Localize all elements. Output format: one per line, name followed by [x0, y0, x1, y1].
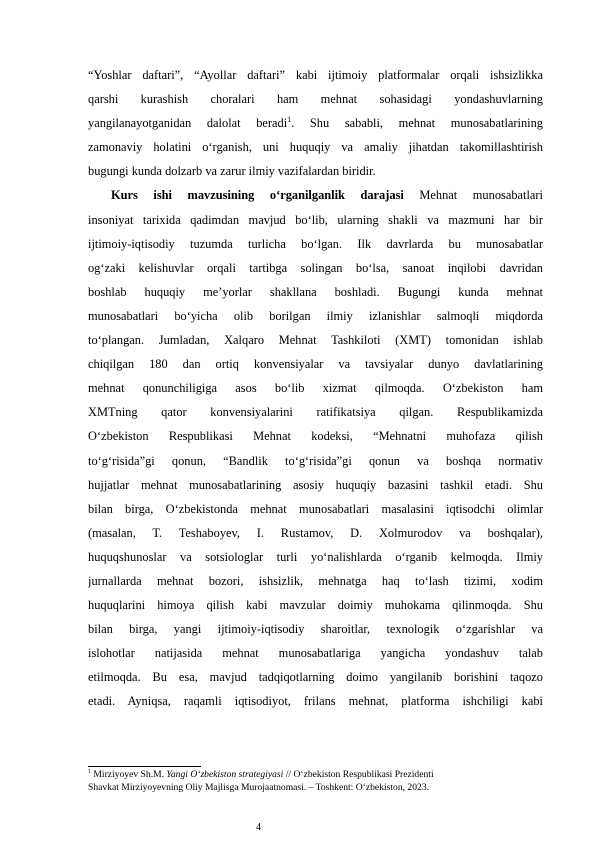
text-line: hujjatlar mehnat munosabatlarining asosiy huquqiy bazasini tashkil etadi. Shu	[88, 477, 543, 492]
text-line: etilmoqda. Bu esa, mavjud tadqiqotlarning doimo yangilanib borishini taqozo	[88, 670, 543, 685]
footnote-line: Shavkat Mirziyoyevning Oliy Majlisga Murojaatnomasi. – Toshkent: O‘zbekiston, 2023.	[88, 781, 430, 793]
text-line: zamonaviy holatini o‘rganish, uni huquqiy va amaliy jihatdan takomillashtirish	[88, 140, 543, 155]
text-line: munosabatlari bo‘yicha olib borilgan ilmiy izlanishlar salmoqli miqdorda	[88, 308, 543, 323]
text-line: to‘g‘risida”gi qonun, “Bandlik to‘g‘risida”gi qonun va boshqa normativ	[88, 453, 543, 468]
text-line: islohotlar natijasida mehnat munosabatlariga yangicha yondashuv talab	[88, 646, 543, 661]
text-line: bugungi kunda dolzarb va zarur ilmiy vazifalardan biridir.	[88, 164, 376, 179]
footnote	[88, 769, 548, 794]
text-segment: Mehnat munosabatlari	[403, 188, 543, 203]
text-line	[88, 111, 543, 135]
footnote-divider	[88, 766, 201, 767]
text-line: qarshi kurashish choralari ham mehnat sohasidagi yondashuvlarning	[88, 92, 543, 107]
text-line: bilan birga, yangi ijtimoiy-iqtisodiy sharoitlar, texnologik o‘zgarishlar va	[88, 622, 543, 637]
text-line: mehnat qonunchiligiga asos bo‘lib xizmat qilmoqda. O‘zbekiston ham	[88, 381, 543, 396]
footnote-author: Mirziyoyev Sh.M.	[91, 769, 167, 780]
page-number: 4	[256, 822, 261, 833]
body-text	[88, 63, 543, 714]
text-line: chiqilgan 180 dan ortiq konvensiyalar va tavsiyalar dunyo davlatlarining	[88, 357, 543, 372]
text-line: huquqlarini himoya qilish kabi mavzular doimiy muhokama qilinmoqda. Shu	[88, 598, 543, 613]
section-heading: Kurs ishi mavzusining o‘rganilganlik darajasi	[111, 188, 404, 203]
text-segment: yangilanayotganidan dalolat beradi	[88, 116, 288, 131]
text-line: boshlab huquqiy me’yorlar shakllana boshladi. Bugungi kunda mehnat	[88, 284, 543, 299]
footnote-title: Yangi O‘zbekiston strategiyasi	[166, 769, 284, 780]
text-line: ijtimoiy-iqtisodiy tuzumda turlicha bo‘lgan. Ilk davrlarda bu munosabatlar	[88, 236, 543, 251]
footnote-text: // O‘zbekiston Respublikasi Prezidenti	[283, 769, 434, 780]
text-line: og‘zaki kelishuvlar orqali tartibga solingan bo‘lsa, sanoat inqilobi davridan	[88, 260, 543, 275]
text-line: bilan birga, O‘zbekistonda mehnat munosabatlari masalasini iqtisodchi olimlar	[88, 501, 543, 516]
text-line: “Yoshlar daftari”, “Ayollar daftari” kabi ijtimoiy platformalar orqali ishsizlikka	[88, 68, 543, 82]
text-segment: . Shu sababli, mehnat munosabatlarining	[291, 116, 543, 131]
text-line: insoniyat tarixida qadimdan mavjud bo‘lib, ularning shakli va mazmuni har bir	[88, 212, 543, 227]
footnote-reference[interactable]: 1	[287, 115, 292, 125]
text-line: etadi. Ayniqsa, raqamli iqtisodiyot, frilans mehnat, platforma ishchiligi kabi	[88, 694, 543, 709]
text-line: XMTning qator konvensiyalarini ratifikatsiya qilgan. Respublikamizda	[88, 405, 543, 420]
footnote-marker: 1	[88, 768, 91, 775]
text-line: O‘zbekiston Respublikasi Mehnat kodeksi, “Mehnatni muhofaza qilish	[88, 429, 543, 444]
text-line: (masalan, T. Teshaboyev, I. Rustamov, D. Xolmurodov va boshqalar),	[88, 525, 543, 540]
footnote-line	[88, 769, 548, 782]
text-line: jurnallarda mehnat bozori, ishsizlik, mehnatga haq to‘lash tizimi, xodim	[88, 573, 543, 588]
text-line: huquqshunoslar va sotsiologlar turli yo‘nalishlarda o‘rganib kelmoqda. Ilmiy	[88, 549, 543, 564]
text-line	[88, 183, 543, 207]
text-line: to‘plangan. Jumladan, Xalqaro Mehnat Tashkiloti (XMT) tomonidan ishlab	[88, 333, 543, 348]
